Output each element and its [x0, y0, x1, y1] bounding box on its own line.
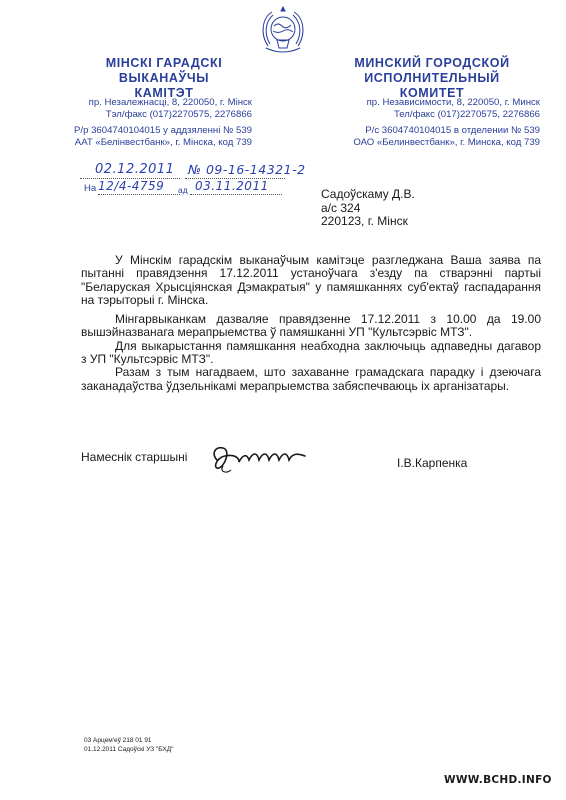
header-ru-phone: Тел/факс (017)2270575, 2276866: [393, 108, 540, 120]
addressee-name: Садоўскаму Д.В.: [321, 187, 415, 201]
header-ru-details: [318, 97, 540, 148]
state-emblem: [258, 4, 308, 56]
letter-body: [81, 254, 541, 393]
header-by-bank: ААТ «Белінвестбанк», г. Мінска, код 739: [74, 136, 252, 148]
registration-number: № 09-16-14321-2: [188, 162, 306, 177]
header-ru-title: [332, 56, 532, 101]
header-ru-address: пр. Независимости, 8, 220050, г. Минск: [366, 97, 540, 108]
body-paragraph-1: У Мінскім гарадскім выканаўчым камітэце разгледжана Ваша заява па пытанні правядзення 17.12.2011 устаноўчага з'езду па стварэнні партыі "Беларуская Хрысціянская Дэмакратыя" у памяшканнях суб'ектаў гаспадарання на тэрыторыі г. Мінска.: [81, 253, 541, 307]
header-ru-account: Р/с 3604740104015 в отделении № 539: [365, 125, 540, 136]
header-by-title-line2: ВЫКАНАЎЧЫ КАМІТЭТ: [118, 71, 210, 100]
body-paragraph-4: Разам з тым нагадваем, што захаванне грамадскага парадку і дзеючага заканадаўства ўдзельнікамі мерапрыемства забяспечваюць іх арганізатары.: [81, 365, 541, 393]
addressee-block: [321, 188, 415, 229]
addressee-box: а/с 324: [321, 200, 361, 215]
watermark: WWW.BCHD.INFO: [444, 774, 552, 786]
registration-date: 02.12.2011: [95, 162, 175, 177]
body-paragraph-2: Мінгарвыканкам дазваляе правядзенне 17.12.2011 з 10.00 да 19.00 вышэйназванага мерапрыемства ў памяшканні УП "Культсэрвіс МТЗ".: [81, 312, 541, 340]
footer-executor: [84, 736, 173, 754]
footer-line-2: 01.12.2011 Садоўскі УЗ "БХД": [84, 746, 174, 753]
handwritten-signature: [205, 436, 315, 476]
header-by-account: Р/р 3604740104015 у аддзяленні № 539: [74, 125, 252, 136]
addressee-city: 220123, г. Мінск: [321, 214, 408, 228]
header-by-address: пр. Незалежнасці, 8, 220050, г. Мінск: [88, 97, 252, 108]
footer-line-1: 03 Арцем'еў 218 01 91: [84, 737, 152, 744]
header-ru-title-line2: ИСПОЛНИТЕЛЬНЫЙ КОМИТЕТ: [364, 71, 500, 100]
registration-ref-number: 12/4-4759: [98, 179, 165, 193]
header-by-title-line1: МІНСКІ ГАРАДСКІ: [105, 56, 223, 70]
header-by-title: [94, 56, 234, 101]
header-ru-bank: ОАО «Белинвестбанк», г. Минска, код 739: [353, 136, 540, 148]
signature-name: І.В.Карпенка: [397, 456, 468, 470]
registration-ref-sep: ад: [178, 185, 188, 195]
registration-ref-prefix: На: [84, 183, 97, 194]
registration-ref-underline: [98, 194, 180, 195]
header-by-details: [40, 97, 252, 148]
body-paragraph-3: Для выкарыстання памяшкання неабходна заключыць адпаведны дагавор з УП "Культсэрвіс МТЗ".: [81, 338, 541, 367]
registration-ref-date: 03.11.2011: [195, 179, 269, 193]
header-ru-title-line1: МИНСКИЙ ГОРОДСКОЙ: [354, 56, 510, 70]
header-by-phone: Тэл/факс (017)2270575, 2276866: [105, 108, 252, 120]
registration-ref-date-underline: [190, 194, 282, 195]
signature-position: Намеснік старшыні: [81, 450, 188, 464]
